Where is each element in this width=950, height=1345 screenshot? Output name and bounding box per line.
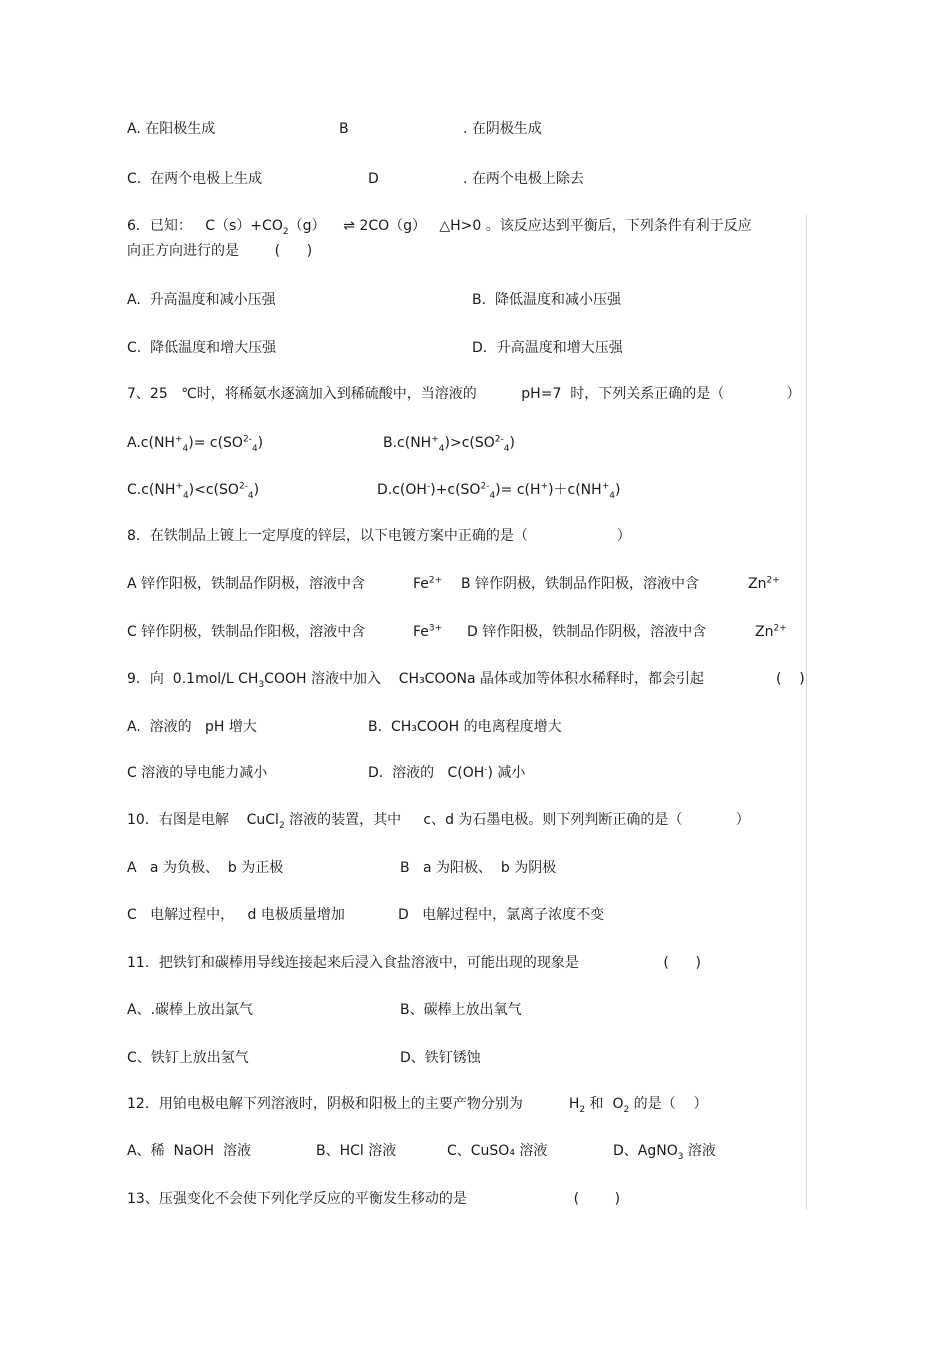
q12-option-c: C、CuSO₄ 溶液 [447, 1143, 548, 1159]
q12-option-d: D、AgNO$_3$ 溶液 [613, 1143, 716, 1162]
q12-option-a: A、稀 NaOH 溶液 [127, 1143, 251, 1159]
q9-paren: ( ) [776, 671, 805, 687]
q6-stem-line2: 向正方向进行的是 ( ) [127, 243, 313, 259]
q12-stem: 12．用铂电极电解下列溶液时，阴极和阳极上的主要产物分别为 $H_2$ 和 $O_2$ 的是（ ） [127, 1096, 708, 1115]
q5-option-d-text: . 在两个电极上除去 [463, 171, 584, 187]
q6-option-a: A. 升高温度和减小压强 [127, 292, 276, 308]
q8-option-a-ion: $Fe^{2+}$ [413, 575, 443, 592]
q8-option-d: D 锌作阳极，铁制品作阴极，溶液中含 [467, 624, 707, 640]
q9-option-d: D. 溶液的 C(OH-) 减小 [368, 764, 526, 781]
q11-stem: 11．把铁钉和碳棒用导线连接起来后浸入食盐溶液中，可能出现的现象是 ( ) [127, 955, 701, 971]
q6-option-d: D．升高温度和增大压强 [472, 340, 623, 356]
q5-option-b-text: . 在阴极生成 [463, 121, 542, 137]
q9-option-b: B. CH₃COOH 的电离程度增大 [368, 719, 562, 735]
q7-option-c: $C.c(NH^+_4)<c(SO^{2-}_4)$ [127, 481, 260, 501]
q7-option-d: $D.c(OH^-)+c(SO^{2-}_4)= c(H^+)+c(NH^+_4)$ [377, 481, 621, 501]
q10-option-b: B a 为阳极、 b 为阴极 [400, 860, 557, 876]
q8-option-a: A 锌作阳极，铁制品作阴极，溶液中含 [127, 576, 366, 592]
q8-option-b: B 锌作阴极，铁制品作阳极，溶液中含 [461, 576, 700, 592]
q10-stem: 10．右图是电解 CuCl$_2$ 溶液的装置，其中 c、d 为石墨电极。则下列判断正确的是（ ） [127, 812, 750, 831]
q5-option-a: A. 在阳极生成 [127, 121, 216, 137]
q10-option-a: A a 为负极、 b 为正极 [127, 860, 284, 876]
q13-stem: 13、压强变化不会使下列化学反应的平衡发生移动的是 ( ) [127, 1191, 621, 1207]
q7-option-b: $B.c(NH^+_4)>c(SO^{2-}_4)$ [383, 434, 515, 454]
q11-option-a: A、.碳棒上放出氯气 [127, 1002, 254, 1018]
q7-option-a: $A.c(NH^+_4)= c(SO^{2-}_4)$ [127, 434, 264, 454]
q8-option-c-ion: $Fe^{3+}$ [413, 623, 443, 640]
q5-option-b-letter: B [339, 121, 349, 137]
q5-option-d-letter: D [368, 171, 379, 187]
q10-option-d: D 电解过程中，氯离子浓度不变 [398, 907, 605, 923]
q8-stem: 8．在铁制品上镀上一定厚度的锌层，以下电镀方案中正确的是（ ） [127, 528, 631, 544]
margin-line [806, 215, 807, 1210]
q9-option-a: A. 溶液的 pH 增大 [127, 719, 257, 735]
q5-option-c: C. 在两个电极上生成 [127, 171, 263, 187]
q6-stem-line1: 6．已知： $C(s)+CO_2(g)$ ⇌ 2CO（g） △H>0 。该反应达到平衡后，下列条件有利于反应 [127, 218, 752, 237]
q11-option-c: C、铁钉上放出氢气 [127, 1050, 249, 1066]
q6-option-c: C. 降低温度和增大压强 [127, 340, 277, 356]
q9-stem: 9．向 0.1mol/L $CH_3COOH$ 溶液中加入 CH₃COONa 晶体或加等体积水稀释时，都会引起 [127, 671, 704, 690]
q8-option-c: C 锌作阴极，铁制品作阳极，溶液中含 [127, 624, 366, 640]
q10-option-c: C 电解过程中， d 电极质量增加 [127, 907, 345, 923]
q7-stem: 7、25 ℃时，将稀氨水逐滴加入到稀硫酸中，当溶液的 pH=7 时，下列关系正确的是（ ） [127, 386, 801, 402]
q11-option-d: D、铁钉锈蚀 [400, 1050, 481, 1066]
q9-option-c: C 溶液的导电能力减小 [127, 765, 268, 781]
q6-option-b: B. 降低温度和减小压强 [472, 292, 621, 308]
q11-option-b: B、碳棒上放出氧气 [400, 1002, 522, 1018]
q8-option-b-ion: $Zn^{2+}$ [748, 575, 780, 592]
q8-option-d-ion: $Zn^{2+}$ [755, 623, 787, 640]
q12-option-b: B、HCl 溶液 [316, 1143, 397, 1159]
